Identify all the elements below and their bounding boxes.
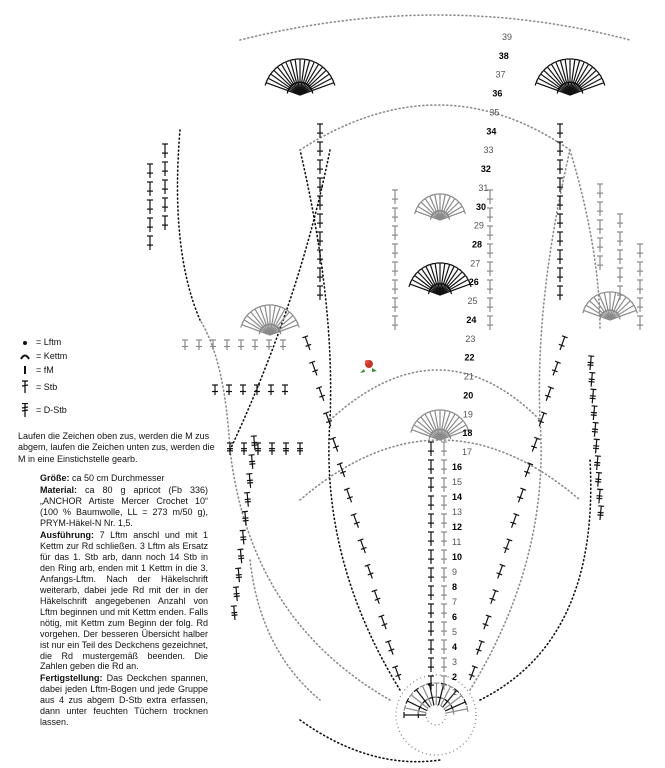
material-paragraph: [40, 485, 208, 529]
round-number: 14: [452, 492, 463, 502]
round-number-labels: [452, 32, 512, 697]
stitch: [440, 276, 465, 295]
stitch: [560, 337, 565, 350]
work-paragraph: [40, 530, 208, 673]
work-label: Ausführung:: [40, 529, 94, 540]
round-number: 3: [452, 657, 458, 667]
stitch: [484, 616, 489, 629]
round-number: 7: [452, 597, 458, 607]
round-number: 35: [489, 107, 500, 118]
round-number: 29: [473, 220, 484, 231]
chain-arc: [230, 150, 330, 450]
stitch: [354, 515, 359, 528]
legend-label: = D-Stb: [36, 404, 67, 415]
stitch: [312, 362, 317, 375]
round-number: 1: [452, 687, 458, 697]
round-number: 12: [452, 522, 463, 532]
symbol-legend: [18, 335, 67, 423]
chain-arc: [300, 150, 400, 690]
round-number: 23: [465, 333, 476, 344]
legend-item-slip: [18, 349, 67, 363]
legend-label: = Kettm: [36, 350, 68, 361]
size-text: ca 50 cm Durchmesser: [72, 473, 165, 483]
chain-arc: [250, 560, 320, 700]
round-number: 27: [470, 258, 481, 269]
round-number: 15: [452, 477, 463, 487]
stitch: [347, 489, 352, 502]
stitch: [491, 591, 496, 604]
round-number: 32: [480, 164, 491, 175]
chain-arc: [178, 130, 201, 320]
stitch: [340, 464, 345, 477]
round-number: 33: [483, 145, 494, 156]
chain-arc: [570, 150, 600, 330]
chain-arc: [470, 150, 570, 690]
legend-item-tr: [18, 397, 67, 423]
size-paragraph: [40, 473, 208, 484]
round-number: 13: [452, 507, 463, 517]
slip-arc-icon: [18, 349, 32, 363]
stitch: [498, 565, 503, 578]
round-number: 31: [478, 182, 489, 193]
round-number: 37: [495, 69, 506, 80]
stitch: [525, 464, 530, 477]
stitch: [546, 388, 551, 401]
chain-arc: [300, 105, 570, 150]
round-number: 21: [463, 371, 474, 382]
legend-note: Laufen die Zeichen oben zus, werden die M zus abgem, laufen die Zeichen unten zus, werden die M in eine Einstichstelle gearb.: [18, 431, 215, 464]
dc-cross-icon: [18, 380, 32, 394]
stitch: [305, 337, 310, 350]
round-number: 9: [452, 567, 458, 577]
stitch: [368, 565, 373, 578]
material-text: ca 80 g apricot (Fb 336) „ANCHOR Artiste Mercer Crochet 10“ (100 % Baumwolle, LL = 273 m/50 g), PRYM-Häkel-N Nr. 1,5.: [40, 484, 208, 528]
stitch: [381, 616, 386, 629]
legend-label: = Lftm: [36, 336, 62, 347]
round-number: 11: [452, 537, 462, 547]
round-number: 16: [452, 462, 463, 472]
stitch: [470, 667, 475, 680]
legend-item-dc: [18, 377, 67, 397]
round-number: 5: [452, 627, 458, 637]
size-label: Größe:: [40, 473, 70, 483]
round-number: 19: [462, 409, 473, 420]
stitch: [361, 540, 366, 553]
chain-arc: [200, 320, 390, 700]
chart-lines: [147, 15, 643, 762]
stitch: [319, 388, 324, 401]
round-number: 39: [502, 32, 513, 42]
round-number: 18: [462, 428, 473, 439]
round-number: 26: [468, 277, 479, 288]
round-number: 6: [452, 612, 458, 622]
round-number: 34: [486, 126, 497, 137]
round-number: 10: [452, 552, 463, 562]
material-label: Material:: [40, 484, 78, 495]
tr-cross-icon: [18, 403, 32, 417]
round-number: 22: [464, 352, 475, 363]
legend-label: = fM: [36, 364, 54, 375]
instructions-block: [40, 473, 208, 729]
round-number: 28: [472, 239, 483, 250]
chain-arc: [240, 15, 630, 40]
stitch: [532, 438, 537, 451]
round-number: 20: [463, 390, 474, 401]
legend-item-sc: [18, 363, 67, 377]
finish-text: Das Deckchen spannen, dabei jeden Lftm-Bogen und jede Gruppe aus 4 zus abgem D-Stb extra erfassen, dann unter feuchten Tüchern trocknen lassen.: [40, 673, 208, 728]
round-number: 8: [452, 582, 458, 592]
round-number: 38: [498, 50, 509, 61]
stitch: [512, 515, 517, 528]
legend-item-chain: [18, 335, 67, 349]
sc-bar-icon: [18, 363, 32, 377]
stitch: [333, 438, 338, 451]
round-number: 25: [467, 296, 478, 307]
round-number: 17: [462, 447, 473, 457]
finish-label: Fertigstellung:: [40, 673, 103, 684]
round-number: 4: [452, 642, 458, 652]
finish-paragraph: [40, 673, 208, 728]
chain-dot-icon: [18, 335, 32, 349]
rose-motif-icon: [360, 360, 377, 373]
stitch: [388, 641, 393, 654]
stitch: [477, 641, 482, 654]
round-number: 30: [476, 201, 487, 212]
stitch: [553, 362, 558, 375]
chain-arc: [300, 720, 440, 762]
stitch: [518, 489, 523, 502]
round-number: 2: [452, 672, 458, 682]
legend-label: = Stb: [36, 381, 58, 392]
work-text: 7 Lftm anschl und mit 1 Kettm zur Rd schließen. 3 Lftm als Ersatz für das 1. Stb arb, dann noch 14 Stb in den Ring arb, enden mit 1 Kettm in die 3. Anfangs-Lftm. Nach der Häkelschrift weiterarb, dabei jede Rd mit der in der Häkelschrift angegebenen Anzahl von Lftm beginnen und mit Kettm enden. Falls nötig, mit Kettm zum Beginn der folg. Rd vorgehen. Der besseren Übersicht halber ist nur ein Teil des Deckchens gezeichnet, die Rd mustergemäß beenden. Die Zahlen geben die Rd an.: [40, 529, 208, 672]
round-number: 24: [466, 314, 477, 325]
stitch: [415, 276, 440, 295]
stitch: [505, 540, 510, 553]
round-number: 36: [492, 88, 503, 99]
stitch: [395, 667, 400, 680]
stitch: [374, 591, 379, 604]
